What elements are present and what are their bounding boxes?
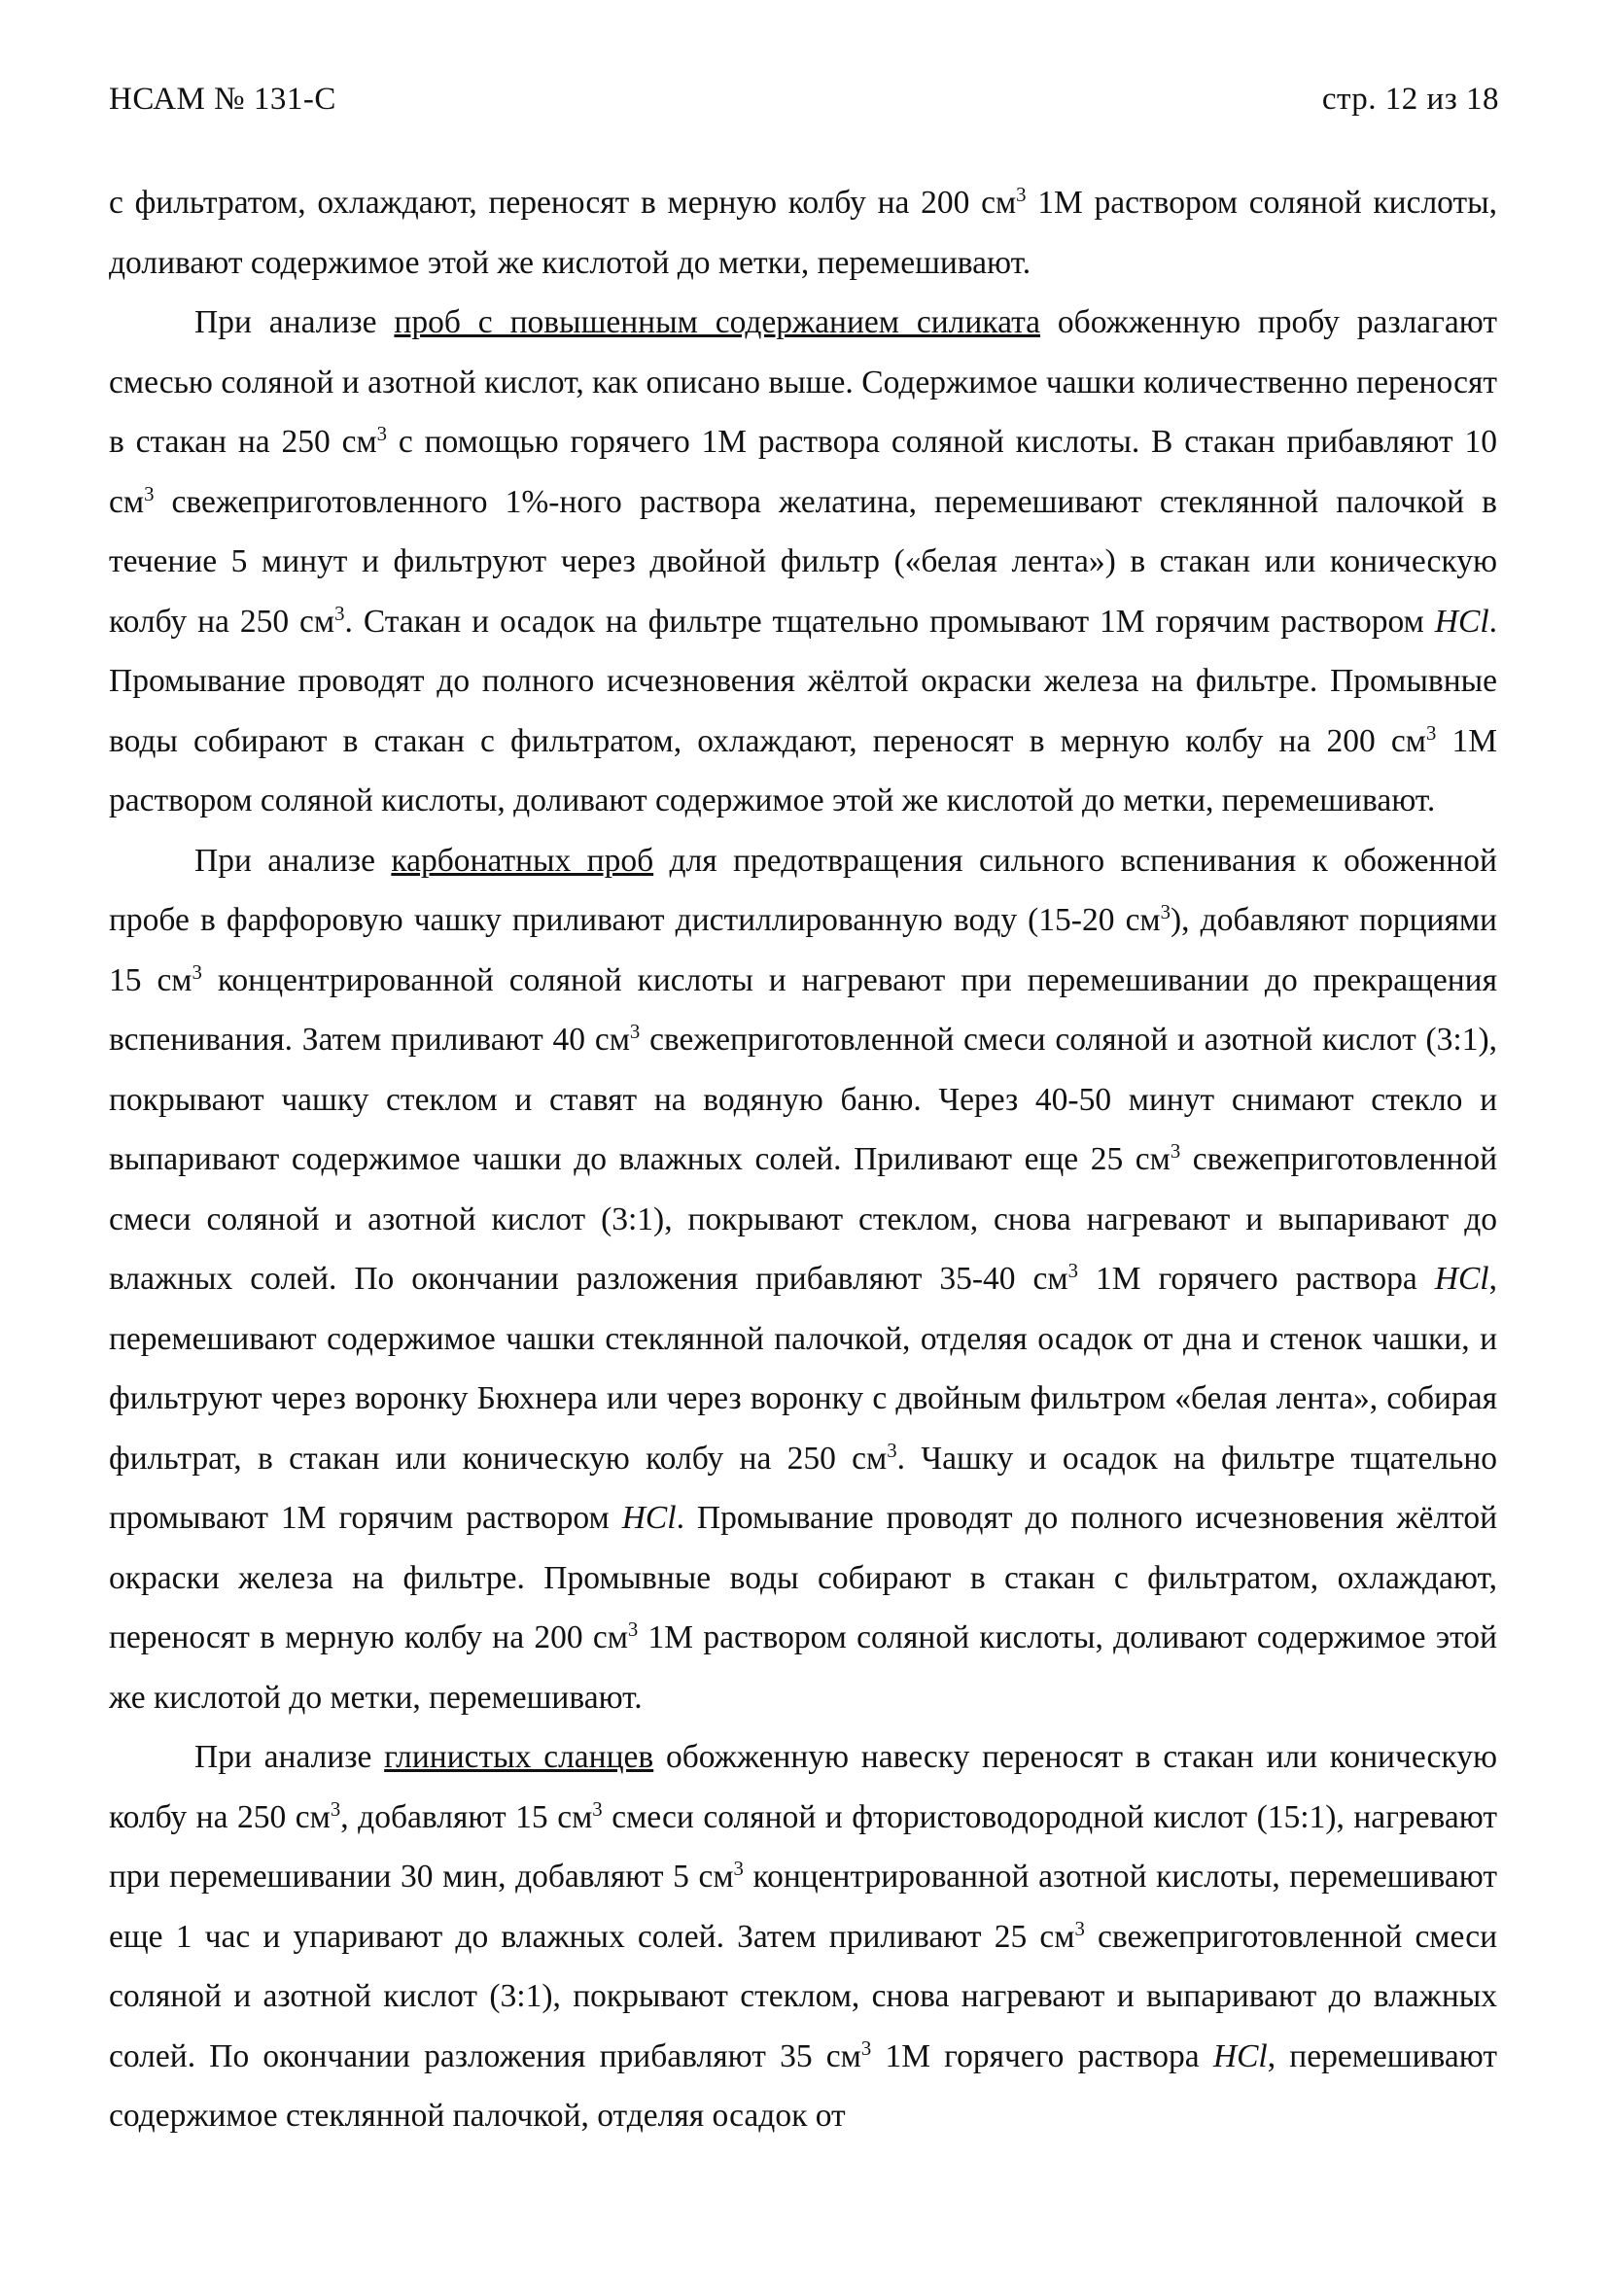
text-span: При анализе xyxy=(194,1739,385,1775)
document-body xyxy=(109,173,1497,2146)
text-span: , перемешивают содержимое чашки стеклянной палочкой, отделяя осадок от дна и стенок чашки, и фильтруют через воронку Бюхнера или через воронку с двойным фильтром «белая лента», собирая фильтрат, в стакан или коническую колбу на 250 xyxy=(109,1261,1497,1477)
unit: $см^3$ xyxy=(852,1439,897,1477)
text-span: 1М горячего раствора xyxy=(871,2037,1213,2074)
unit: $см^3$ xyxy=(698,1857,744,1895)
text-span: . Промывание проводят до полного исчезновения жёлтой окраски железа на фильтре. Промывные воды собирают в стакан с фильтратом, охлаждают, переносят в мерную колбу на 200 xyxy=(109,1500,1497,1655)
text-span: концентрированной соляной кислоты и нагревают при перемешивании до прекращения вспенивания. Затем приливают 40 xyxy=(109,961,1497,1058)
formula: HCl xyxy=(621,1500,677,1536)
text-span: , добавляют 15 xyxy=(340,1798,558,1835)
text-span: с помощью горячего 1М раствора соляной кислоты. В стакан прибавляют 10 xyxy=(387,424,1497,460)
text-span: ), добавляют порциями 15 xyxy=(109,902,1497,998)
paragraph-continuation xyxy=(109,173,1497,293)
text-span: . Промывание проводят до полного исчезновения жёлтой окраски железа на фильтре. Промывные воды собирают в стакан с фильтратом, охлаждают, переносят в мерную колбу на 200 xyxy=(109,603,1498,759)
text-span: свежеприготовленного 1%-ного раствора желатина, перемешивают стеклянной палочкой в течение 5 минут и фильтруют через двойной фильтр («белая лента») в стакан или коническую колбу на 250 xyxy=(109,483,1497,640)
document-id: НСАМ № 131-С xyxy=(109,82,336,117)
text-span: концентрированной азотной кислоты, перемешивают еще 1 час и упаривают до влажных солей. Затем приливают 25 xyxy=(109,1859,1497,1955)
unit: $см^3$ xyxy=(557,1797,603,1835)
text-span: 1М горячего раствора xyxy=(1077,1261,1435,1297)
text-span: с фильтратом, охлаждают, переносят в мерную колбу на 200 xyxy=(109,185,982,221)
unit: $см^3$ xyxy=(341,422,388,460)
text-span: 1М раствором соляной кислоты, доливают содержимое этой же кислотой до метки, перемешивают. xyxy=(109,722,1497,818)
unit: $см^3$ xyxy=(299,602,345,640)
unit: $см^3$ xyxy=(981,183,1027,221)
paragraph-carbonate-samples xyxy=(109,831,1497,1728)
text-span: . Чашку и осадок на фильтре тщательно промывают 1М горячим раствором xyxy=(109,1440,1497,1536)
formula: HCl xyxy=(1434,603,1489,640)
text-span: смеси соляной и фтористоводородной кислот (15:1), нагревают при перемешивании 30 мин, добавляют 5 xyxy=(109,1798,1498,1895)
unit: $см^3$ xyxy=(825,2036,872,2074)
text-span: 1М раствором соляной кислоты, доливают содержимое этой же кислотой до метки, перемешивают. xyxy=(109,185,1497,281)
unit: $см^3$ xyxy=(109,482,155,520)
text-span: . Стакан и осадок на фильтре тщательно промывают 1М горячим раствором xyxy=(344,603,1435,640)
unit: $см^3$ xyxy=(295,1797,341,1835)
text-span: 1М раствором соляной кислоты, доливают содержимое этой же кислотой до метки, перемешивают. xyxy=(109,1619,1497,1716)
paragraph-silicate-samples xyxy=(109,293,1497,831)
unit: $см^3$ xyxy=(157,960,202,998)
text-span: свежеприготовленной смеси соляной и азотной кислот (3:1), покрывают стеклом, снова нагревают и выпаривают до влажных солей. По окончании разложения прибавляют 35-40 xyxy=(109,1141,1498,1297)
text-span: При анализе xyxy=(194,304,395,340)
formula: HCl xyxy=(1212,2037,1268,2074)
page-number: стр. 12 из 18 xyxy=(1321,82,1499,117)
underlined-term: глинистых сланцев xyxy=(384,1739,654,1775)
text-span: свежеприготовленной смеси соляной и азотной кислот (3:1), покрывают чашку стеклом и ставят на водяную баню. Через 40-50 минут снимают стекло и выпаривают содержимое чашки до влажных солей. Приливают еще 25 xyxy=(109,1022,1497,1177)
text-span: для предотвращения сильного вспенивания к обоженной пробе в фарфоровую чашку приливают дистиллированную воду (15-20 xyxy=(109,842,1497,938)
text-span: обожженную навеску переносят в стакан или коническую колбу на 250 xyxy=(109,1739,1497,1835)
underlined-term: проб с повышенным содержанием силиката xyxy=(394,304,1040,340)
formula: HCl xyxy=(1434,1261,1489,1297)
unit: $см^3$ xyxy=(1125,900,1171,938)
text-span: При анализе xyxy=(194,842,392,879)
unit: $см^3$ xyxy=(1039,1917,1085,1955)
unit: $см^3$ xyxy=(1390,721,1437,759)
unit: $см^3$ xyxy=(1032,1259,1078,1297)
unit: $см^3$ xyxy=(1135,1139,1181,1177)
text-span: обожженную пробу разлагают смесью соляной и азотной кислот, как описано выше. Содержимое чашки количественно переносят в стакан на 250 xyxy=(109,304,1498,460)
unit: $см^3$ xyxy=(594,1020,641,1058)
paragraph-clay-shales xyxy=(109,1727,1497,2146)
underlined-term: карбонатных проб xyxy=(391,842,654,879)
text-span: , перемешивают содержимое стеклянной палочкой, отделяя осадок от xyxy=(109,2037,1497,2134)
text-span: свежеприготовленной смеси соляной и азотной кислот (3:1), покрывают стеклом, снова нагревают и выпаривают до влажных солей. По окончании разложения прибавляют 35 xyxy=(109,1918,1498,2074)
unit: $см^3$ xyxy=(592,1618,639,1655)
